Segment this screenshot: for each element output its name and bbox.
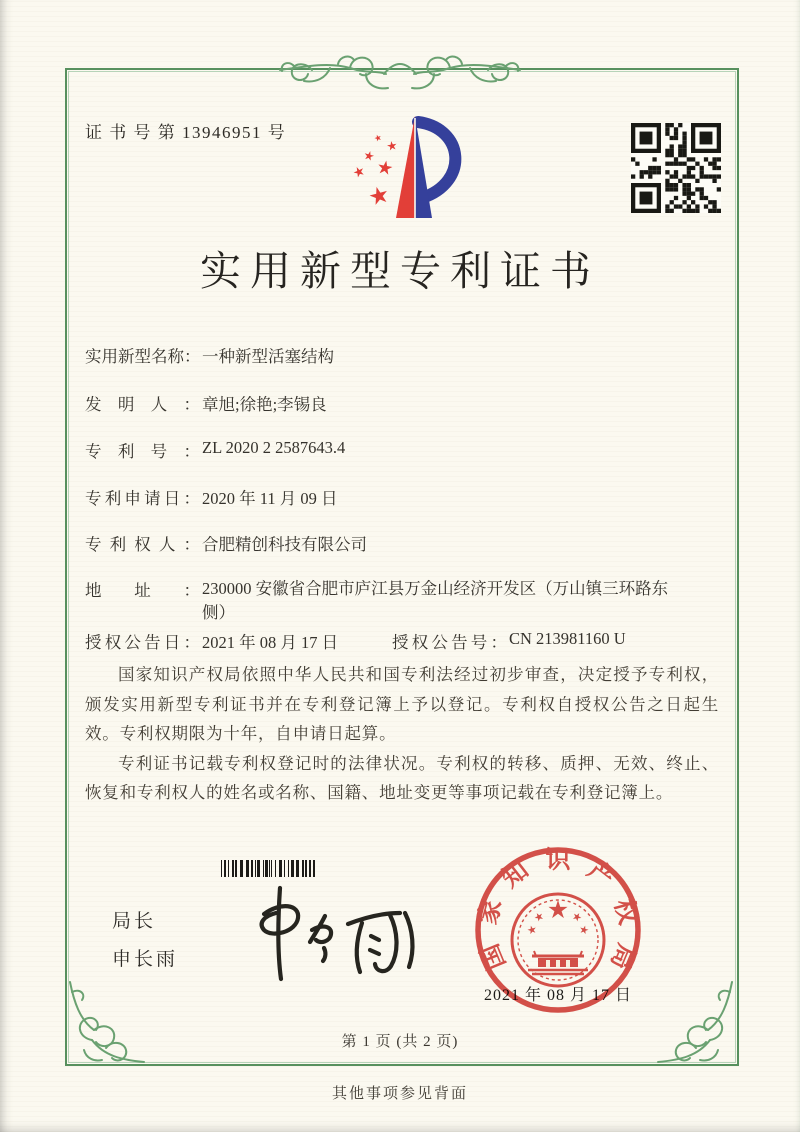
- back-side-note: 其他事项参见背面: [331, 1086, 468, 1102]
- field-label: 授权公告日：: [85, 633, 200, 652]
- grant-number-group: [392, 629, 626, 653]
- field-row-patentee: [85, 531, 367, 555]
- field-row-inventors: [85, 391, 327, 415]
- seal-emblem: [512, 894, 604, 986]
- field-value: CN 213981160 U: [509, 629, 626, 648]
- qr-code-icon: [631, 123, 721, 213]
- legal-paragraphs: [85, 660, 719, 808]
- field-row-name: [85, 343, 334, 367]
- cnipa-logo-icon: [338, 110, 488, 228]
- field-row-address: [85, 577, 670, 625]
- border-top-flourish-icon: [278, 40, 522, 102]
- field-label: 发明人：: [85, 395, 200, 414]
- director-name-label: 申长雨: [112, 949, 179, 970]
- director-title-label: 局长: [112, 911, 157, 932]
- seal-text: 国家知识产权局: [474, 846, 642, 974]
- field-row-patent-number: [85, 438, 345, 462]
- director-signature-icon: [228, 876, 438, 991]
- field-value: 2020 年 11 月 09 日: [202, 489, 338, 508]
- field-label: 授权公告号：: [392, 633, 507, 652]
- seal-date: 2021 年 08 月 17 日: [483, 987, 632, 1004]
- field-label: 地址：: [85, 581, 200, 600]
- field-label: 专利号：: [85, 442, 200, 461]
- field-value: 2021 年 08 月 17 日: [202, 633, 339, 652]
- field-value: 章旭;徐艳;李锡良: [202, 395, 327, 414]
- field-row-grant: [85, 629, 626, 653]
- field-value: 合肥精创科技有限公司: [202, 535, 367, 554]
- seal-stars: [527, 900, 590, 935]
- field-value: ZL 2020 2 2587643.4: [202, 438, 346, 457]
- page-number: 第 1 页 (共 2 页): [341, 1034, 459, 1050]
- certificate-number: 证 书 号 第 13946951 号: [85, 123, 287, 142]
- field-label: 专利申请日：: [85, 489, 200, 508]
- field-row-filing-date: [85, 485, 338, 509]
- logo-stars: [352, 134, 397, 206]
- paragraph-grant-statement: 国家知识产权局依照中华人民共和国专利法经过初步审查，决定授予专利权，颁发实用新型专利证书并在专利登记簿上予以登记。专利权自授权公告之日起生效。专利权期限为十年，自申请日起算。: [85, 665, 719, 743]
- field-label: 专利权人：: [85, 535, 200, 554]
- border-bottom-right-ornament-icon: [654, 976, 742, 1066]
- barcode-icon: [221, 860, 318, 877]
- official-seal-icon: [468, 838, 648, 1024]
- field-label: 实用新型名称：: [85, 347, 201, 366]
- border-bottom-left-ornament-icon: [60, 976, 148, 1066]
- certificate-title: 实用新型专利证书: [200, 248, 600, 294]
- field-value: 一种新型活塞结构: [202, 347, 334, 366]
- field-value: 230000 安徽省合肥市庐江县万金山经济开发区（万山镇三环路东侧）: [202, 579, 669, 622]
- paragraph-register-statement: 专利证书记载专利权登记时的法律状况。专利权的转移、质押、无效、终止、恢复和专利权人的姓名或名称、国籍、地址变更等事项记载在专利登记簿上。: [85, 753, 719, 802]
